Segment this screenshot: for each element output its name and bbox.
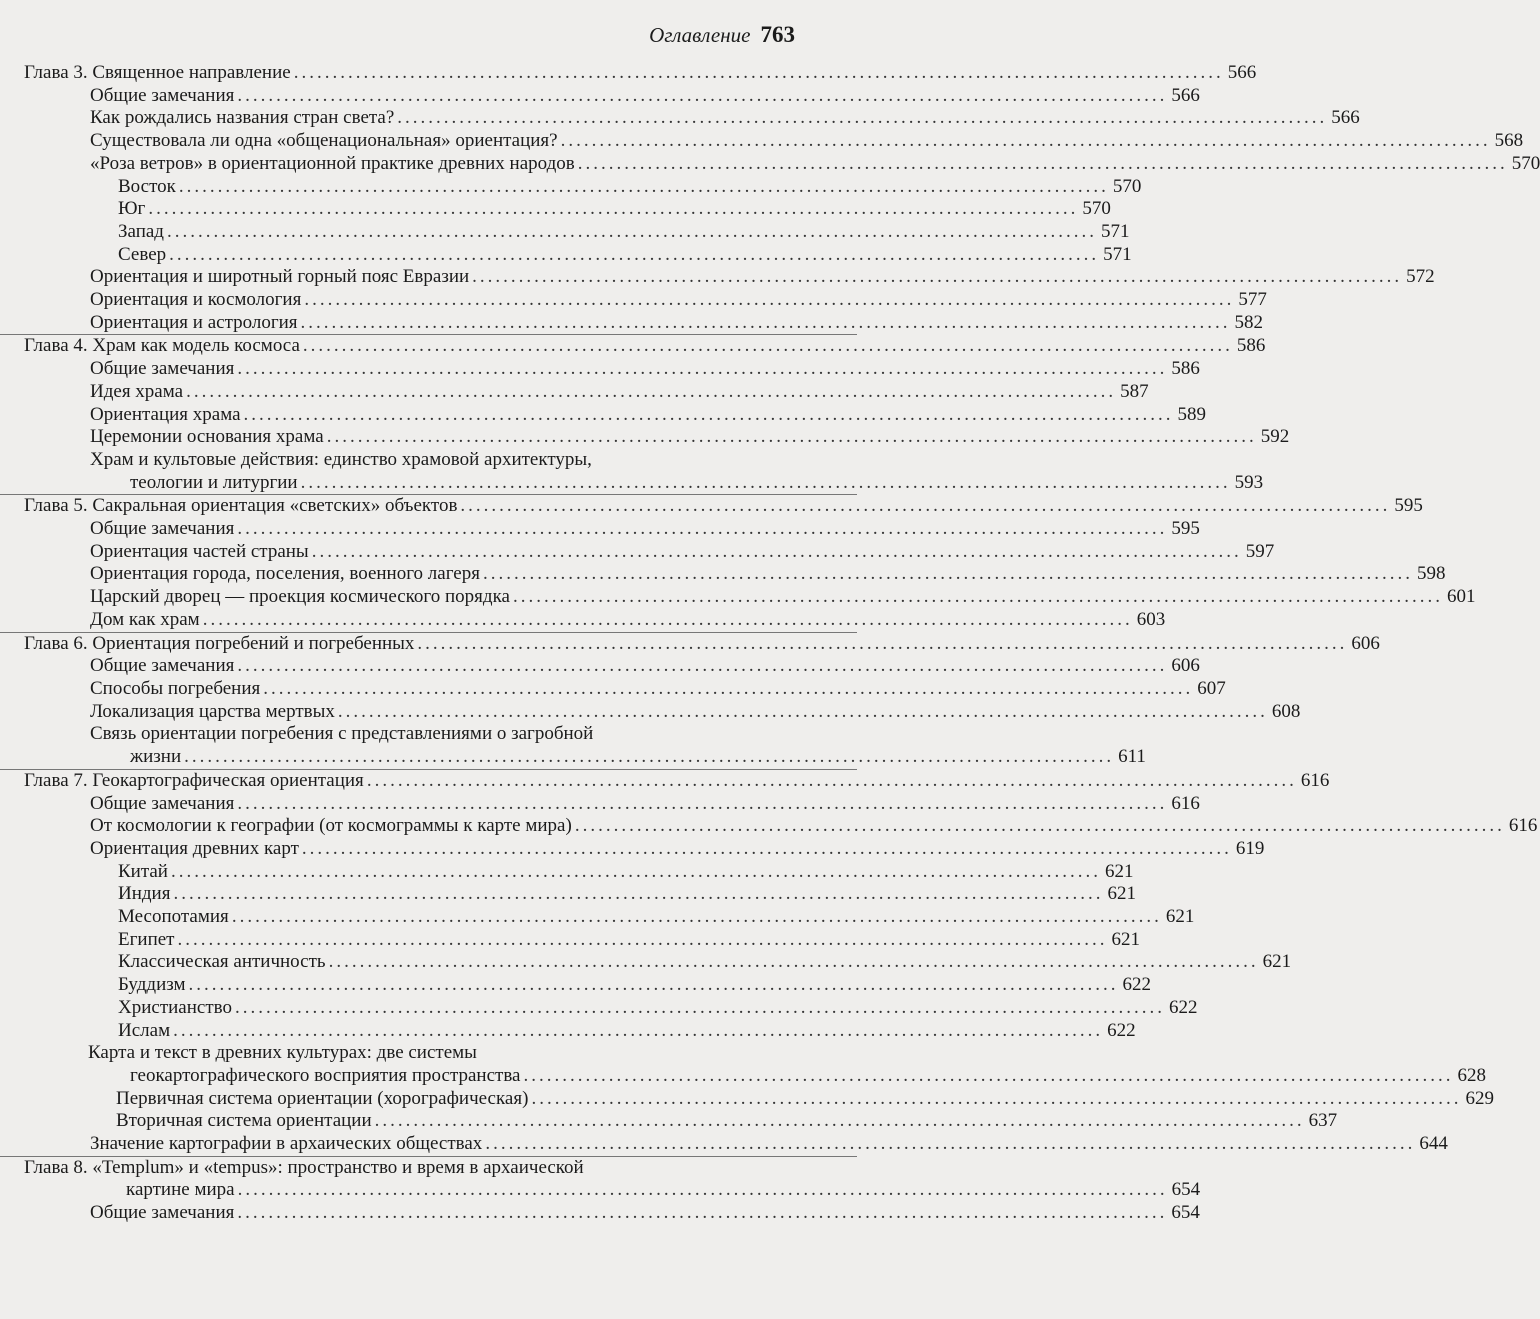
entry-title: Значение картографии в архаических обществах	[90, 1133, 483, 1155]
toc-section-entry	[0, 540, 1275, 564]
entry-page-number: 566	[1331, 107, 1360, 129]
entry-title: Церемонии основания храма	[90, 426, 324, 448]
dot-leader: ........................................................................................................................	[170, 860, 1101, 882]
entry-page-number: 621	[1107, 883, 1136, 905]
dot-leader: ........................................................................................................................	[560, 130, 1491, 152]
entry-title: Дом как храм	[90, 608, 200, 630]
toc-section-entry	[0, 655, 1200, 678]
dot-leader: ........................................................................................................................	[173, 1019, 1104, 1041]
entry-page-number: 606	[1351, 632, 1380, 654]
entry-title: Общие замечания	[90, 84, 235, 106]
dot-leader: ........................................................................................................................	[243, 403, 1174, 425]
toc-section-entry	[0, 700, 1301, 724]
dot-leader: ........................................................................................................................	[577, 152, 1508, 174]
entry-page-number: 629	[1465, 1087, 1494, 1109]
entry-page-number: 570	[1082, 198, 1111, 220]
entry-page-number: 621	[1262, 951, 1292, 973]
dot-leader: ........................................................................................................................	[263, 677, 1194, 699]
toc-section-entry	[0, 608, 1166, 632]
table-of-contents	[0, 62, 1540, 1225]
entry-title: Царский дворец — проекция космического порядка	[90, 586, 510, 608]
entry-title: Месопотамия	[118, 906, 229, 928]
entry-title: Глава 4. Храм как модель космоса	[24, 335, 300, 357]
entry-title: Общие замечания	[90, 655, 235, 677]
toc-section-entry	[0, 586, 1476, 609]
toc-section-entry	[0, 426, 1290, 449]
entry-title: Север	[118, 243, 167, 265]
entry-page-number: 622	[1122, 974, 1152, 996]
toc-subsection-entry	[0, 883, 1136, 906]
dot-leader: ........................................................................................................................	[178, 175, 1109, 197]
entry-title: Идея храма	[90, 380, 184, 402]
entry-title: Ориентация храма	[90, 403, 241, 425]
entry-page-number: 654	[1171, 1202, 1200, 1224]
entry-title: Классическая античность	[118, 951, 326, 973]
toc-subsection-entry	[0, 1110, 1338, 1133]
entry-page-number: 570	[1112, 175, 1142, 197]
toc-section-entry	[0, 815, 1538, 838]
dot-leader: ........................................................................................................................	[485, 1133, 1416, 1155]
toc-section-entry	[0, 311, 1264, 335]
dot-leader: ........................................................................................................................	[234, 996, 1165, 1018]
toc-subsection-entry	[0, 860, 1134, 884]
dot-leader: ........................................................................................................................	[173, 883, 1104, 905]
entry-title: Первичная система ориентации (хорографическая)	[116, 1087, 529, 1109]
toc-subsection-entry	[0, 243, 1132, 267]
entry-title: Общие замечания	[90, 518, 235, 540]
entry-title: Глава 6. Ориентация погребений и погребенных	[24, 632, 415, 654]
entry-page-number: 616	[1171, 792, 1200, 814]
entry-page-number: 606	[1171, 655, 1200, 677]
dot-leader: ........................................................................................................................	[169, 243, 1100, 265]
dot-leader: ........................................................................................................................	[188, 974, 1119, 996]
toc-section-entry	[0, 837, 1265, 861]
toc-subsection-entry	[0, 996, 1198, 1020]
dot-leader: ........................................................................................................................	[186, 380, 1117, 402]
dot-leader: ........................................................................................................................	[300, 311, 1231, 333]
dot-leader: ........................................................................................................................	[472, 266, 1403, 288]
toc-chapter-entry	[0, 334, 1266, 358]
entry-title: Карта и текст в древних культурах: две системы	[88, 1042, 477, 1064]
entry-title: Индия	[118, 883, 171, 905]
toc-subsection-entry	[0, 220, 1130, 244]
dot-leader: ........................................................................................................................	[237, 792, 1168, 814]
dot-leader: ........................................................................................................................	[460, 495, 1391, 517]
running-header	[649, 22, 795, 48]
dot-leader: ........................................................................................................................	[523, 1064, 1454, 1086]
entry-page-number: 621	[1111, 928, 1140, 950]
toc-subsection-entry	[0, 928, 1140, 952]
toc-section-entry	[0, 289, 1267, 312]
dot-leader: ........................................................................................................................	[237, 84, 1168, 106]
toc-section-entry	[0, 448, 1264, 494]
entry-title: Ориентация частей страны	[90, 540, 309, 562]
toc-section-entry	[0, 266, 1435, 289]
dot-leader: ........................................................................................................................	[148, 198, 1079, 220]
entry-page-number: 572	[1406, 266, 1435, 288]
toc-chapter-entry	[0, 494, 1423, 518]
entry-page-number: 607	[1197, 677, 1226, 699]
running-header-title: Оглавление	[649, 23, 751, 47]
entry-page-number: 566	[1171, 84, 1200, 106]
entry-title: Храм и культовые действия: единство храмовой архитектуры,	[90, 448, 592, 470]
toc-section-entry	[0, 677, 1226, 701]
dot-leader: ........................................................................................................................	[237, 358, 1168, 380]
toc-section-entry	[0, 1202, 1200, 1225]
entry-title: Ориентация и широтный горный пояс Евразии	[90, 266, 470, 288]
toc-subsection-entry	[0, 974, 1152, 997]
entry-title: От космологии к географии (от космограммы к карте мира)	[90, 815, 572, 837]
entry-title: Юг	[118, 198, 146, 220]
toc-subsection-entry	[0, 1042, 1486, 1087]
entry-page-number: 589	[1177, 403, 1207, 425]
entry-page-number: 566	[1227, 62, 1257, 83]
entry-page-number: 616	[1508, 815, 1538, 837]
entry-page-number: 577	[1238, 289, 1267, 311]
entry-title: Общие замечания	[90, 358, 235, 380]
entry-title: Общие замечания	[90, 792, 235, 814]
entry-page-number: 587	[1120, 380, 1149, 402]
entry-page-number: 608	[1271, 700, 1301, 722]
toc-section-entry	[0, 518, 1200, 541]
entry-title: Вторичная система ориентации	[116, 1110, 372, 1132]
dot-leader: ........................................................................................................................	[512, 586, 1443, 608]
entry-page-number: 595	[1394, 495, 1423, 517]
dot-leader: ........................................................................................................................	[202, 608, 1133, 630]
entry-title-continuation: жизни	[130, 746, 182, 768]
toc-section-entry	[0, 792, 1200, 816]
entry-title: Буддизм	[118, 974, 186, 996]
entry-page-number: 571	[1100, 220, 1130, 242]
entry-page-number: 628	[1457, 1064, 1486, 1086]
entry-title-continuation: теологии и литургии	[130, 471, 298, 493]
entry-page-number: 621	[1104, 860, 1134, 882]
dot-leader: ........................................................................................................................	[237, 655, 1168, 677]
entry-page-number: 593	[1234, 471, 1264, 493]
dot-leader: ........................................................................................................................	[531, 1087, 1462, 1109]
toc-subsection-entry	[0, 951, 1292, 974]
entry-title: Способы погребения	[90, 677, 261, 699]
dot-leader: ........................................................................................................................	[374, 1110, 1305, 1132]
entry-page-number: 571	[1103, 243, 1132, 265]
toc-section-entry	[0, 380, 1149, 404]
entry-page-number: 603	[1136, 608, 1166, 630]
dot-leader: ........................................................................................................................	[237, 1202, 1168, 1224]
entry-title: Общие замечания	[90, 1202, 235, 1224]
toc-chapter-entry	[0, 1156, 1201, 1202]
dot-leader: ........................................................................................................................	[231, 906, 1162, 928]
entry-title: Ислам	[118, 1019, 171, 1041]
dot-leader: ........................................................................................................................	[237, 518, 1168, 540]
entry-page-number: 616	[1300, 769, 1330, 791]
entry-title: Ориентация и космология	[90, 289, 302, 311]
dot-leader: ........................................................................................................................	[237, 1179, 1168, 1201]
toc-section-entry	[0, 723, 1146, 768]
toc-chapter-entry	[0, 632, 1380, 656]
dot-leader: ........................................................................................................................	[417, 632, 1348, 654]
entry-page-number: 622	[1168, 996, 1198, 1018]
entry-title: Восток	[118, 175, 176, 197]
toc-section-entry	[0, 563, 1446, 586]
toc-section-entry	[0, 403, 1207, 427]
toc-subsection-entry	[0, 1087, 1494, 1111]
dot-leader: ........................................................................................................................	[397, 107, 1328, 129]
dot-leader: ........................................................................................................................	[482, 563, 1413, 585]
entry-page-number: 654	[1171, 1179, 1201, 1201]
dot-leader: ........................................................................................................................	[337, 700, 1268, 722]
entry-page-number: 570	[1511, 152, 1540, 174]
entry-page-number: 586	[1171, 358, 1200, 380]
entry-title: Ориентация и астрология	[90, 311, 298, 333]
entry-title: Связь ориентации погребения с представлениями о загробной	[90, 723, 594, 745]
entry-title: Глава 8. «Templum» и «tempus»: пространство и время в архаической	[24, 1156, 584, 1178]
dot-leader: ........................................................................................................................	[302, 335, 1233, 357]
toc-section-entry	[0, 152, 1540, 176]
dot-leader: ........................................................................................................................	[177, 928, 1108, 950]
dot-leader: ........................................................................................................................	[301, 837, 1232, 859]
dot-leader: ........................................................................................................................	[184, 746, 1115, 768]
toc-section-entry	[0, 130, 1524, 153]
entry-title: Глава 3. Священное направление	[24, 62, 291, 83]
dot-leader: ........................................................................................................................	[300, 471, 1231, 493]
entry-title: Существовала ли одна «общенациональная» ориентация?	[90, 130, 558, 152]
dot-leader: ........................................................................................................................	[304, 289, 1235, 311]
toc-section-entry	[0, 358, 1200, 381]
entry-title: Ориентация древних карт	[90, 837, 299, 859]
entry-title: Как рождались названия стран света?	[90, 107, 395, 129]
toc-chapter-entry	[0, 62, 1257, 85]
entry-title: Ориентация города, поселения, военного лагеря	[90, 563, 480, 585]
entry-title: Египет	[118, 928, 175, 950]
entry-page-number: 619	[1235, 837, 1265, 859]
page-number: 763	[760, 22, 795, 47]
toc-chapter-entry	[0, 769, 1330, 793]
entry-title: Запад	[118, 220, 164, 242]
dot-leader: ........................................................................................................................	[311, 540, 1242, 562]
toc-section-entry	[0, 84, 1200, 108]
dot-leader: ........................................................................................................................	[366, 769, 1297, 791]
entry-page-number: 598	[1416, 563, 1446, 585]
entry-page-number: 622	[1107, 1019, 1136, 1041]
entry-title: Глава 7. Геокартографическая ориентация	[24, 769, 364, 791]
entry-title-continuation: геокартографического восприятия пространства	[130, 1064, 521, 1086]
dot-leader: ........................................................................................................................	[326, 426, 1257, 448]
dot-leader: ........................................................................................................................	[328, 951, 1259, 973]
entry-title: Локализация царства мертвых	[90, 700, 335, 722]
entry-page-number: 644	[1419, 1133, 1448, 1155]
entry-page-number: 611	[1118, 746, 1146, 768]
entry-page-number: 582	[1234, 311, 1264, 333]
dot-leader: ........................................................................................................................	[293, 62, 1224, 83]
entry-page-number: 637	[1308, 1110, 1338, 1132]
entry-page-number: 595	[1171, 518, 1200, 540]
entry-title-continuation: картине мира	[126, 1179, 235, 1201]
entry-page-number: 568	[1494, 130, 1524, 152]
dot-leader: ........................................................................................................................	[166, 220, 1097, 242]
entry-page-number: 621	[1165, 906, 1195, 928]
toc-subsection-entry	[0, 1019, 1136, 1043]
toc-subsection-entry	[0, 175, 1142, 199]
toc-subsection-entry	[0, 906, 1195, 929]
entry-title: Христианство	[118, 996, 232, 1018]
entry-title: «Роза ветров» в ориентационной практике древних народов	[90, 152, 575, 174]
toc-section-entry	[0, 1133, 1448, 1156]
entry-title: Глава 5. Сакральная ориентация «светских» объектов	[24, 495, 458, 517]
entry-title: Китай	[118, 860, 168, 882]
entry-page-number: 586	[1236, 335, 1266, 357]
dot-leader: ........................................................................................................................	[574, 815, 1505, 837]
toc-section-entry	[0, 107, 1360, 130]
entry-page-number: 592	[1260, 426, 1290, 448]
entry-page-number: 597	[1245, 540, 1275, 562]
toc-subsection-entry	[0, 198, 1111, 221]
entry-page-number: 601	[1446, 586, 1476, 608]
